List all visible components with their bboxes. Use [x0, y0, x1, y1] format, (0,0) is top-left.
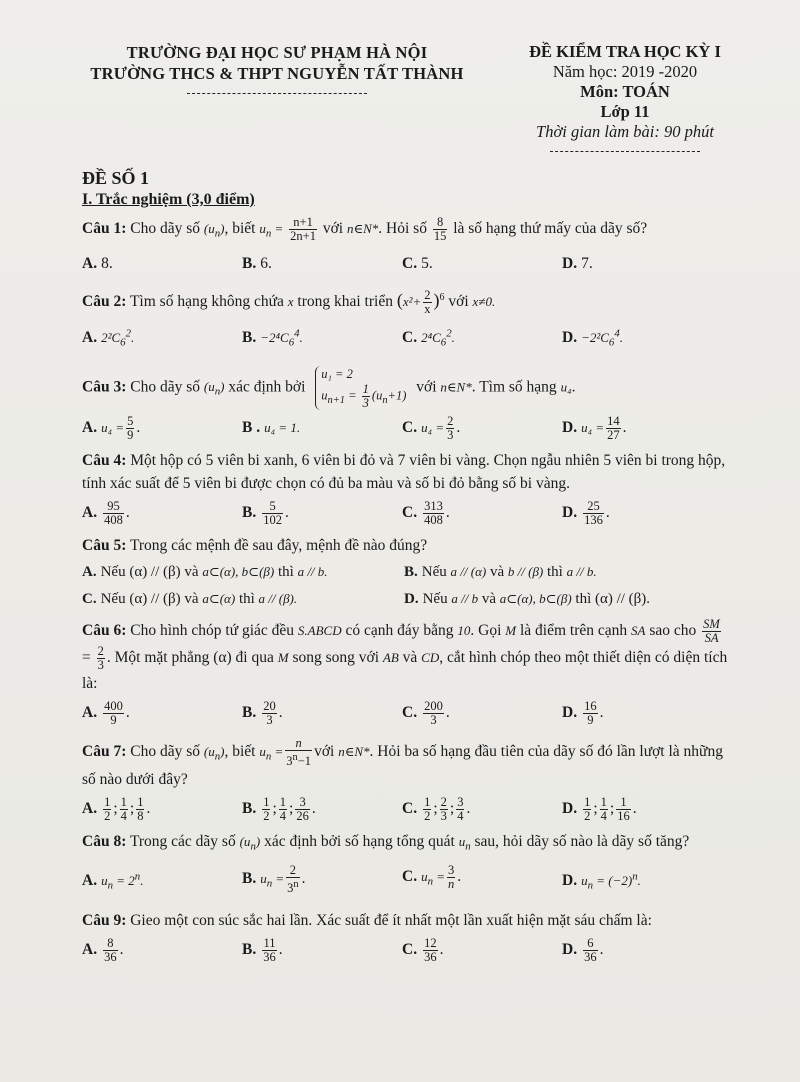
option-a[interactable]: A. $\frac{95}{408}$ .: [82, 498, 130, 527]
option-a[interactable]: A. 8.: [82, 254, 113, 272]
time-limit: Thời gian làm bài: 90 phút: [536, 122, 714, 141]
options-9: [82, 937, 730, 964]
school-name: TRƯỜNG THCS & THPT NGUYỄN TẤT THÀNH: [90, 64, 464, 83]
option-b[interactable]: B. $-2^4C_6^4$.: [242, 327, 303, 349]
option-b[interactable]: B. 6.: [242, 254, 272, 272]
university-name: TRƯỜNG ĐẠI HỌC SƯ PHẠM HÀ NỘI: [126, 43, 428, 62]
option-d[interactable]: D. $\frac{25}{136}$ .: [562, 498, 610, 527]
option-d[interactable]: D. $-2^2C_6^4$.: [562, 327, 624, 349]
option-c[interactable]: C. $\frac{1}{2}$ ; $\frac{2}{3}$ ; $\frac{3}{4}$ .: [402, 795, 471, 824]
options-7: [82, 796, 730, 823]
school-year: Năm học: 2019 -2020: [552, 62, 698, 81]
options-5-row1: [82, 560, 730, 584]
option-d[interactable]: D. u₄ = $\frac{14}{27}$ .: [562, 413, 627, 442]
option-a[interactable]: A. $u_n = 2^n$.: [82, 871, 144, 892]
option-b[interactable]: B. Nếu a // (α) và b // (β) thì a // b.: [404, 563, 597, 580]
option-d[interactable]: D. 7.: [562, 254, 593, 272]
options-6: [82, 700, 730, 727]
option-c[interactable]: C. $2^4C_6^2$.: [402, 327, 455, 349]
option-b[interactable]: B. $\frac{11}{36}$ .: [242, 935, 283, 964]
options-2: [82, 321, 730, 356]
option-a[interactable]: A. u₄ = $\frac{5}{9}$ .: [82, 413, 141, 442]
grade: Lớp 11: [600, 102, 650, 121]
option-c[interactable]: C. $u_n$ = $\frac{3}{n}$ .: [402, 863, 462, 891]
question-1: Câu 1: Cho dãy số $(u_n)$, biết $u_n$ = $\frac{n+1}{2n+1}$ với n∈N*. Hỏi số $\frac{8}{15}$ là số hạng thứ mấy của dãy số?: [82, 215, 648, 243]
option-d[interactable]: D. $u_n = (-2)^n$.: [562, 871, 641, 892]
question-4: Câu 4: Một hộp có 5 viên bi xanh, 6 viên bi đỏ và 7 viên bi vàng. Chọn ngẫu nhiên 5 viên bi trong hộp, tính xác suất để 5 viên bi được chọn có đủ ba màu và số bi đỏ bằng số bi vàng.: [82, 451, 726, 492]
option-c[interactable]: C. $\frac{200}{3}$ .: [402, 698, 450, 727]
option-d[interactable]: D. $\frac{6}{36}$ .: [562, 935, 604, 964]
option-b[interactable]: B . u₄ = 1.: [242, 418, 301, 436]
options-8: [82, 864, 730, 899]
left-divider: [187, 93, 367, 94]
question-2: Câu 2: Tìm số hạng không chứa x trong khai triển (x²+ $\frac{2}{x}$ )$^6$ với x≠0.: [82, 287, 496, 316]
question-8: Câu 8: Trong các dãy số $(u_n)$ xác định bởi số hạng tổng quát $u_n$ sau, hỏi dãy số nào là dãy số tăng?: [82, 833, 690, 853]
question-7: Câu 7: Cho dãy số $(u_n)$, biết $u_n$ = $\frac{n}{3^n-1}$ với n∈N*. Hỏi ba số hạng đầu tiên của dãy số đó lần lượt là những số nào dưới đây?: [82, 735, 723, 789]
option-a[interactable]: A. $\frac{1}{2}$ ; $\frac{1}{4}$ ; $\frac{1}{8}$ .: [82, 795, 151, 824]
option-a[interactable]: A. Nếu (α) // (β) và a⊂(α), b⊂(β) thì a // b.: [82, 563, 328, 580]
option-b[interactable]: B. $\frac{1}{2}$ ; $\frac{1}{4}$ ; $\frac{3}{26}$ .: [242, 795, 316, 824]
option-a[interactable]: A. $2^2C_6^2$.: [82, 327, 135, 349]
options-1: [82, 251, 730, 277]
options-5-row2: [82, 587, 730, 611]
question-3: Câu 3: Cho dãy số $(u_n)$ xác định bởi u₁ = 2 $u_{n+1}$ = $\frac{1}{3}$ $(u_n+1)$ với n∈N*. Tìm số hạng u₄.: [82, 366, 576, 410]
option-c[interactable]: C. u₄ = $\frac{2}{3}$ .: [402, 413, 461, 442]
options-3: [82, 415, 730, 442]
option-b[interactable]: B. $\frac{5}{102}$ .: [242, 498, 289, 527]
exam-title: ĐỀ KIỂM TRA HỌC KỲ I: [529, 42, 721, 61]
option-a[interactable]: A. $\frac{400}{9}$ .: [82, 698, 130, 727]
question-6: Câu 6: Cho hình chóp tứ giác đều S.ABCD có cạnh đáy bằng 10. Gọi M là điểm trên cạnh SA sao cho $\frac{SM}{SA}$ = $\frac{2}{3}$ . Một mặt phẳng (α) đi qua M song song với AB và CD, cắt hình chóp theo một thiết diện có diện tích là:: [82, 616, 728, 692]
option-c[interactable]: C. $\frac{313}{408}$ .: [402, 498, 450, 527]
option-c[interactable]: C. Nếu (α) // (β) và a⊂(α) thì a // (β).: [82, 590, 298, 607]
option-a[interactable]: A. $\frac{8}{36}$ .: [82, 935, 124, 964]
question-label: Câu 1:: [82, 220, 127, 238]
school-block: [82, 42, 472, 152]
options-4: [82, 500, 730, 527]
option-c[interactable]: C. $\frac{12}{36}$ .: [402, 935, 444, 964]
option-d[interactable]: D. Nếu a // b và a⊂(α), b⊂(β) thì (α) // (β).: [404, 590, 651, 607]
section-title: I. Trắc nghiệm (3,0 điểm): [82, 191, 255, 208]
subject: Môn: TOÁN: [580, 82, 670, 101]
option-d[interactable]: D. $\frac{16}{9}$ .: [562, 698, 604, 727]
option-d[interactable]: D. $\frac{1}{2}$ ; $\frac{1}{4}$ ; $\frac{1}{16}$ .: [562, 795, 637, 824]
question-5: Câu 5: Trong các mệnh đề sau đây, mệnh đề nào đúng?: [82, 536, 428, 554]
exam-code: ĐỀ SỐ 1: [82, 168, 150, 188]
exam-info-block: [520, 42, 730, 152]
option-c[interactable]: C. 5.: [402, 254, 433, 272]
question-9: Câu 9: Gieo một con súc sắc hai lần. Xác suất để ít nhất một lần xuất hiện mặt sáu chấm là:: [82, 911, 652, 929]
option-b[interactable]: B. $u_n$ = $\frac{2}{3^n}$ .: [242, 863, 306, 896]
exam-header: [82, 42, 730, 152]
option-b[interactable]: B. $\frac{20}{3}$ .: [242, 698, 283, 727]
right-divider: [550, 151, 700, 152]
